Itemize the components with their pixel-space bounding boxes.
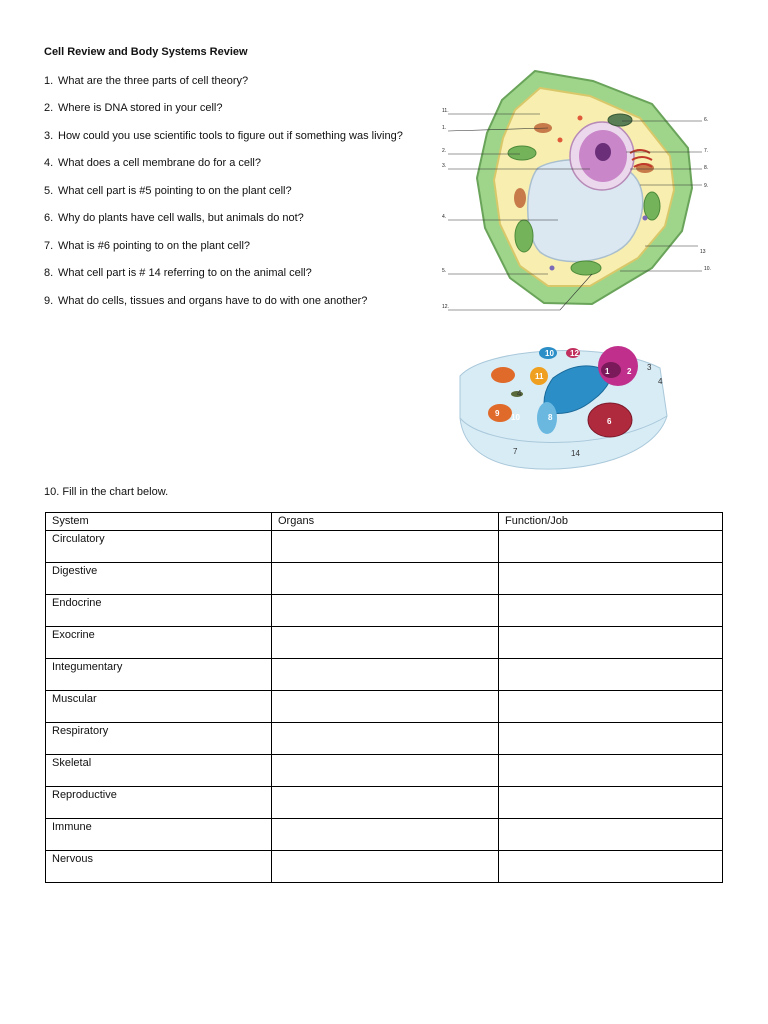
system-name: Digestive <box>46 563 272 595</box>
organs-cell[interactable] <box>272 659 499 691</box>
question-5 <box>44 184 292 198</box>
question-number: 4. <box>44 157 54 169</box>
mitochondrion <box>514 188 526 208</box>
function-cell[interactable] <box>499 563 723 595</box>
question-text: Why do plants have cell walls, but animals do not? <box>58 212 304 224</box>
table-row <box>46 563 723 595</box>
table-row <box>46 787 723 819</box>
question-7 <box>44 239 250 253</box>
organs-cell[interactable] <box>272 851 499 883</box>
question-number: 9. <box>44 295 54 307</box>
animal-label-9: 9 <box>495 409 500 418</box>
chloroplast <box>508 146 536 160</box>
question-text: What is #6 pointing to on the plant cell? <box>58 240 251 252</box>
question-number: 5. <box>44 185 54 197</box>
animal-label-3: 3 <box>647 363 652 372</box>
question-number: 2. <box>44 102 54 114</box>
table-row <box>46 819 723 851</box>
centrosome <box>537 402 557 434</box>
system-name: Respiratory <box>46 723 272 755</box>
question-number: 1. <box>44 75 54 87</box>
animal-label-4: 4 <box>658 377 663 386</box>
plant-label-11: 11. <box>442 108 449 114</box>
function-cell[interactable] <box>499 691 723 723</box>
header-organs: Organs <box>272 513 499 531</box>
animal-label-10b: 10 <box>511 413 520 422</box>
table-row <box>46 531 723 563</box>
question-3 <box>44 129 403 143</box>
animal-cell-diagram <box>455 338 670 478</box>
plant-label-12: 12. <box>442 304 449 310</box>
question-number: 3. <box>44 130 54 142</box>
question-1 <box>44 74 248 88</box>
question-text: What does a cell membrane do for a cell? <box>58 157 261 169</box>
chloroplast <box>515 220 533 252</box>
chloroplast <box>571 261 601 275</box>
plant-label-13: 13 <box>700 249 706 255</box>
system-name: Endocrine <box>46 595 272 627</box>
function-cell[interactable] <box>499 819 723 851</box>
function-cell[interactable] <box>499 595 723 627</box>
plant-label-4: 4. <box>442 214 447 220</box>
organs-cell[interactable] <box>272 755 499 787</box>
organs-cell[interactable] <box>272 787 499 819</box>
question-4 <box>44 156 261 170</box>
ribosome <box>578 116 583 121</box>
system-name: Circulatory <box>46 531 272 563</box>
function-cell[interactable] <box>499 627 723 659</box>
system-name: Integumentary <box>46 659 272 691</box>
question-number: 8. <box>44 267 54 279</box>
organs-cell[interactable] <box>272 691 499 723</box>
question-8 <box>44 266 312 280</box>
plant-label-9: 9. <box>704 183 709 189</box>
animal-label-10: 10 <box>545 349 554 358</box>
table-row <box>46 723 723 755</box>
function-cell[interactable] <box>499 755 723 787</box>
question-text: What cell part is #5 pointing to on the plant cell? <box>58 185 292 197</box>
organs-cell[interactable] <box>272 595 499 627</box>
chloroplast <box>644 192 660 220</box>
table-header-row <box>46 513 723 531</box>
function-cell[interactable] <box>499 659 723 691</box>
organs-cell[interactable] <box>272 531 499 563</box>
header-function: Function/Job <box>499 513 723 531</box>
question-number: 7. <box>44 240 54 252</box>
question-text: What do cells, tissues and organs have to do with one another? <box>58 295 368 307</box>
page-title: Cell Review and Body Systems Review <box>44 46 248 58</box>
function-cell[interactable] <box>499 531 723 563</box>
organs-cell[interactable] <box>272 563 499 595</box>
system-name: Nervous <box>46 851 272 883</box>
question-text: How could you use scientific tools to figure out if something was living? <box>58 130 403 142</box>
mitochondrion <box>491 367 515 383</box>
question-6 <box>44 211 304 225</box>
question-text: What cell part is # 14 referring to on the animal cell? <box>58 267 312 279</box>
organs-cell[interactable] <box>272 819 499 851</box>
table-row <box>46 851 723 883</box>
system-name: Reproductive <box>46 787 272 819</box>
ribosome <box>550 266 555 271</box>
animal-label-1: 1 <box>605 367 610 376</box>
question-text: What are the three parts of cell theory? <box>58 75 249 87</box>
plant-label-10: 10. <box>704 266 711 272</box>
ribosome <box>643 216 648 221</box>
table-row <box>46 691 723 723</box>
ribosome <box>558 138 563 143</box>
system-name: Skeletal <box>46 755 272 787</box>
system-name: Immune <box>46 819 272 851</box>
body-systems-table <box>45 512 723 883</box>
question-2 <box>44 101 222 115</box>
table-row <box>46 627 723 659</box>
table-row <box>46 595 723 627</box>
animal-label-2: 2 <box>627 367 632 376</box>
plant-label-2: 2. <box>442 148 447 154</box>
animal-label-6: 6 <box>607 417 612 426</box>
chart-instruction: 10. Fill in the chart below. <box>44 486 169 498</box>
animal-label-11: 11 <box>535 372 544 381</box>
plant-label-3: 3. <box>442 163 447 169</box>
plant-label-6: 6. <box>704 117 709 123</box>
header-system: System <box>46 513 272 531</box>
animal-label-14: 14 <box>571 449 580 458</box>
function-cell[interactable] <box>499 723 723 755</box>
organs-cell[interactable] <box>272 627 499 659</box>
plant-cell-diagram <box>440 68 720 316</box>
chloroplast <box>608 114 632 126</box>
function-cell[interactable] <box>499 851 723 883</box>
nucleolus <box>601 362 621 378</box>
plant-label-5: 5. <box>442 268 447 274</box>
function-cell[interactable] <box>499 787 723 819</box>
mitochondrion <box>488 404 512 422</box>
system-name: Exocrine <box>46 627 272 659</box>
question-9 <box>44 294 367 308</box>
plant-label-1: 1. <box>442 125 447 131</box>
nucleolus <box>595 143 611 161</box>
animal-label-7: 7 <box>513 447 518 456</box>
animal-label-12: 12 <box>570 349 579 358</box>
organs-cell[interactable] <box>272 723 499 755</box>
plant-label-7: 7. <box>704 148 709 154</box>
table-row <box>46 755 723 787</box>
animal-label-4b: 4 <box>517 389 522 398</box>
animal-label-8: 8 <box>548 413 553 422</box>
plant-label-8: 8. <box>704 165 709 171</box>
system-name: Muscular <box>46 691 272 723</box>
question-number: 6. <box>44 212 54 224</box>
question-text: Where is DNA stored in your cell? <box>58 102 223 114</box>
table-row <box>46 659 723 691</box>
